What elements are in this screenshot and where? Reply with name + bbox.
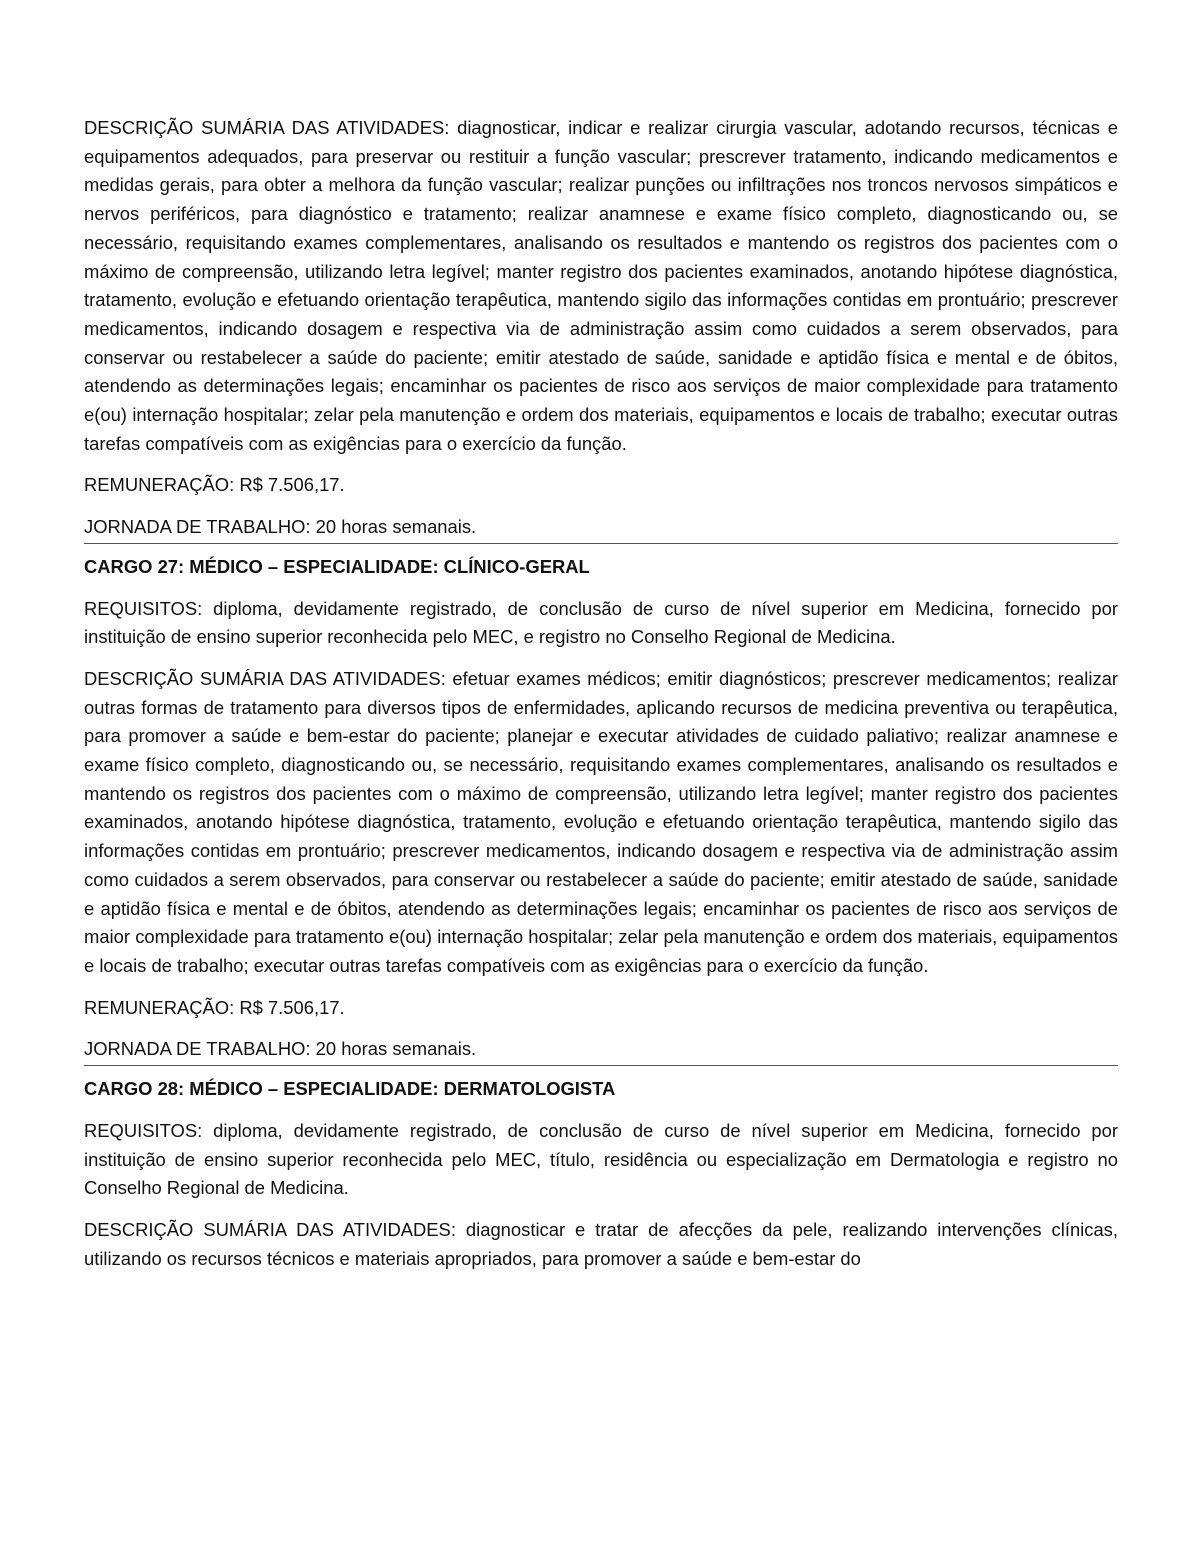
cargo28-title: CARGO 28: MÉDICO – ESPECIALIDADE: DERMATOLOGISTA	[84, 1078, 616, 1100]
cargo27-requisitos: REQUISITOS: diploma, devidamente registrado, de conclusão de curso de nível superior em Medicina, fornecido por instituição de ensino superior reconhecida pelo MEC, e registro no Conselho Regional de Medicina.	[84, 597, 1118, 648]
cargo27-remuneracao: REMUNERAÇÃO: R$ 7.506,17.	[84, 996, 345, 1018]
section-divider	[84, 1065, 1118, 1066]
section-divider	[84, 543, 1118, 544]
block1-jornada: JORNADA DE TRABALHO: 20 horas semanais.	[84, 516, 477, 538]
block1-remuneracao: REMUNERAÇÃO: R$ 7.506,17.	[84, 474, 345, 496]
cargo27-title: CARGO 27: MÉDICO – ESPECIALIDADE: CLÍNICO-GERAL	[84, 555, 590, 577]
cargo28-descricao: DESCRIÇÃO SUMÁRIA DAS ATIVIDADES: diagnosticar e tratar de afecções da pele, realizando intervenções clínicas, utilizando os recursos técnicos e materiais apropriados, para promover a saúde e bem-estar do	[84, 1218, 1118, 1269]
block1-descricao: DESCRIÇÃO SUMÁRIA DAS ATIVIDADES: diagnosticar, indicar e realizar cirurgia vascular, adotando recursos, técnicas e equipamentos adequados, para preservar ou restituir a função vascular; prescrever tratamento, indicando medicamentos e medidas gerais, para obter a melhora da função vascular; realizar punções ou infiltrações nos troncos nervosos simpáticos e nervos periféricos, para diagnóstico e tratamento; realizar anamnese e exame físico completo, diagnosticando ou, se necessário, requisitando exames complementares, analisando os resultados e mantendo os registros dos pacientes com o máximo de compreensão, utilizando letra legível; manter registro dos pacientes examinados, anotando hipótese diagnóstica, tratamento, evolução e efetuando orientação terapêutica, mantendo sigilo das informações contidas em prontuário; prescrever medicamentos, indicando dosagem e respectiva via de administração assim como cuidados a serem observados, para conservar ou restabelecer a saúde do paciente; emitir atestado de saúde, sanidade e aptidão física e mental e de óbitos, atendendo as determinações legais; encaminhar os pacientes de risco aos serviços de maior complexidade para tratamento e(ou) internação hospitalar; zelar pela manutenção e ordem dos materiais, equipamentos e locais de trabalho; executar outras tarefas compatíveis com as exigências para o exercício da função.	[84, 117, 1118, 454]
cargo27-descricao: DESCRIÇÃO SUMÁRIA DAS ATIVIDADES: efetuar exames médicos; emitir diagnósticos; prescrever medicamentos; realizar outras formas de tratamento para diversos tipos de enfermidades, aplicando recursos de medicina preventiva ou terapêutica, para promover a saúde e bem-estar do paciente; planejar e executar atividades de cuidado paliativo; realizar anamnese e exame físico completo, diagnosticando ou, se necessário, requisitando exames complementares, analisando os resultados e mantendo os registros dos pacientes com o máximo de compreensão, utilizando letra legível; manter registro dos pacientes examinados, anotando hipótese diagnóstica, tratamento, evolução e efetuando orientação terapêutica, mantendo sigilo das informações contidas em prontuário; prescrever medicamentos, indicando dosagem e respectiva via de administração assim como cuidados a serem observados, para conservar ou restabelecer a saúde do paciente; emitir atestado de saúde, sanidade e aptidão física e mental e de óbitos, atendendo as determinações legais; encaminhar os pacientes de risco aos serviços de maior complexidade para tratamento e(ou) internação hospitalar; zelar pela manutenção e ordem dos materiais, equipamentos e locais de trabalho; executar outras tarefas compatíveis com as exigências para o exercício da função.	[84, 667, 1118, 976]
cargo28-requisitos: REQUISITOS: diploma, devidamente registrado, de conclusão de curso de nível superior em Medicina, fornecido por instituição de ensino superior reconhecida pelo MEC, título, residência ou especialização em Dermatologia e registro no Conselho Regional de Medicina.	[84, 1119, 1118, 1199]
cargo27-jornada: JORNADA DE TRABALHO: 20 horas semanais.	[84, 1038, 477, 1060]
document-page	[84, 114, 1118, 1273]
